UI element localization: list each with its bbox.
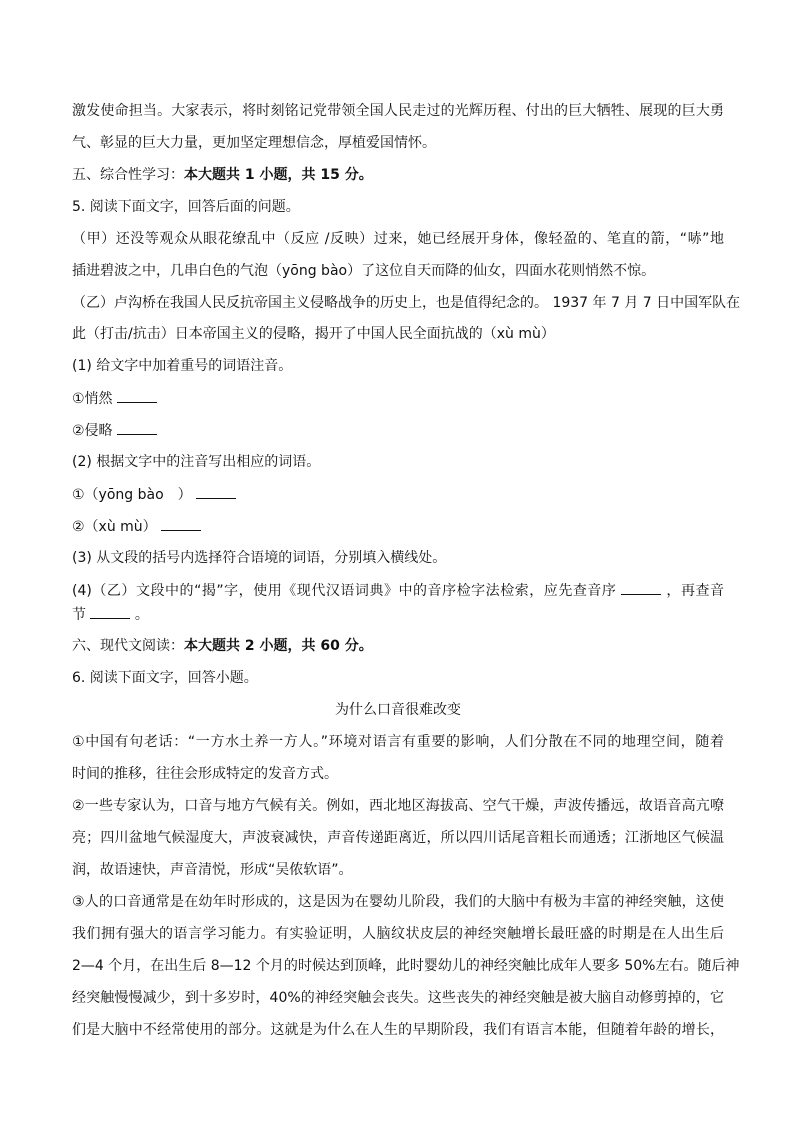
section-heading-points: 本大题共 1 小题，共 15 分。	[184, 167, 373, 183]
passage-jia-line: （甲）还没等观众从眼花缭乱中（反应 /反映）过来，她已经展开身体，像轻盈的、笔直的箭，“哧”地	[72, 231, 724, 247]
question-5-prompt: 5. 阅读下面文字，回答后面的问题。	[72, 199, 300, 215]
question-6-prompt: 6. 阅读下面文字，回答小题。	[72, 670, 258, 686]
article-paragraph-line: 时间的推移，往往会形成特定的发音方式。	[72, 766, 338, 782]
sub-question-2b: ②（xù mù）	[72, 516, 724, 537]
article-paragraph-line: 亮；四川盆地气候湿度大，声波衰减快，声音传递距离近，所以四川话尾音粗长而通透；江浙地区气候温	[72, 830, 724, 846]
answer-blank[interactable]	[196, 484, 236, 499]
sub-question-1: (1) 给文字中加着重号的词语注音。	[72, 358, 293, 374]
article-paragraph-line: 经突触慢慢减少，到十多岁时，40%的神经突触会丧失。这些丧失的神经突触是被大脑自动修剪掉的，它	[72, 990, 724, 1006]
section-heading-6: 六、现代文阅读：本大题共 2 小题，共 60 分。	[72, 638, 373, 654]
article-paragraph-line: ②一些专家认为，口音与地方气候有关。例如，西北地区海拔高、空气干燥，声波传播远，故语音高亢嘹	[72, 798, 724, 814]
paragraph-line: 激发使命担当。大家表示，将时刻铭记党带领全国人民走过的光辉历程、付出的巨大牺牲、展现的巨大勇	[72, 103, 724, 119]
sub-question-1a: ①悄然	[72, 388, 724, 409]
answer-blank[interactable]	[90, 604, 130, 619]
answer-blank[interactable]	[161, 516, 201, 531]
passage-yi-line: （乙）卢沟桥在我国人民反抗帝国主义侵略战争的历史上，也是值得纪念的。 1937 年 7 月 7 日中国军队在	[72, 295, 741, 311]
article-paragraph-line: 润，故语速快，声音清悦，形成“吴侬软语”。	[72, 862, 353, 878]
article-paragraph-line: 我们拥有强大的语言学习能力。有实验证明，人脑纹状皮层的神经突触增长最旺盛的时期是在人出生后	[72, 926, 724, 942]
article-paragraph-line: ①中国有句老话：“一方水土养一方人。”环境对语言有重要的影响，人们分散在不同的地理空间，随着	[72, 734, 724, 750]
passage-jia-line: 插进碧波之中，几串白色的气泡（yōng bào）了这位自天而降的仙女，四面水花则悄然不惊。	[72, 263, 656, 279]
article-paragraph-line: 2—4 个月，在出生后 8—12 个月的时候达到顶峰，此时婴幼儿的神经突触比成年人要多 50%左右。随后神	[72, 958, 740, 974]
sub-question-2a: ①（yōng bào ）	[72, 484, 724, 505]
sub-question-1b: ②侵略	[72, 420, 724, 441]
sub-question-4-cont: 节 。	[72, 604, 724, 625]
article-paragraph-line: 们是大脑中不经常使用的部分。这就是为什么在人生的早期阶段，我们有语言本能，但随着年龄的增长，	[72, 1022, 724, 1038]
answer-blank[interactable]	[117, 420, 157, 435]
sub-question-4: (4)（乙）文段中的“揭”字，使用《现代汉语词典》中的音序检字法检索，应先查音序 ，再查音	[72, 580, 724, 601]
paragraph-line: 气、彰显的巨大力量，更加坚定理想信念，厚植爱国情怀。	[72, 135, 436, 151]
article-title: 为什么口音很难改变	[335, 702, 461, 718]
passage-yi-line: 此（打击/抗击）日本帝国主义的侵略，揭开了中国人民全面抗战的（xù mù）	[72, 326, 555, 342]
section-heading-points: 本大题共 2 小题，共 60 分。	[184, 638, 373, 654]
section-heading-5: 五、综合性学习：本大题共 1 小题，共 15 分。	[72, 167, 373, 183]
sub-question-3: (3) 从文段的括号内选择符合语境的词语，分别填入横线处。	[72, 550, 447, 566]
answer-blank[interactable]	[621, 580, 661, 595]
article-paragraph-line: ③人的口音通常是在幼年时形成的，这是因为在婴幼儿阶段，我们的大脑中有极为丰富的神经突触，这使	[72, 894, 724, 910]
answer-blank[interactable]	[117, 388, 157, 403]
sub-question-2: (2) 根据文字中的注音写出相应的词语。	[72, 454, 321, 470]
